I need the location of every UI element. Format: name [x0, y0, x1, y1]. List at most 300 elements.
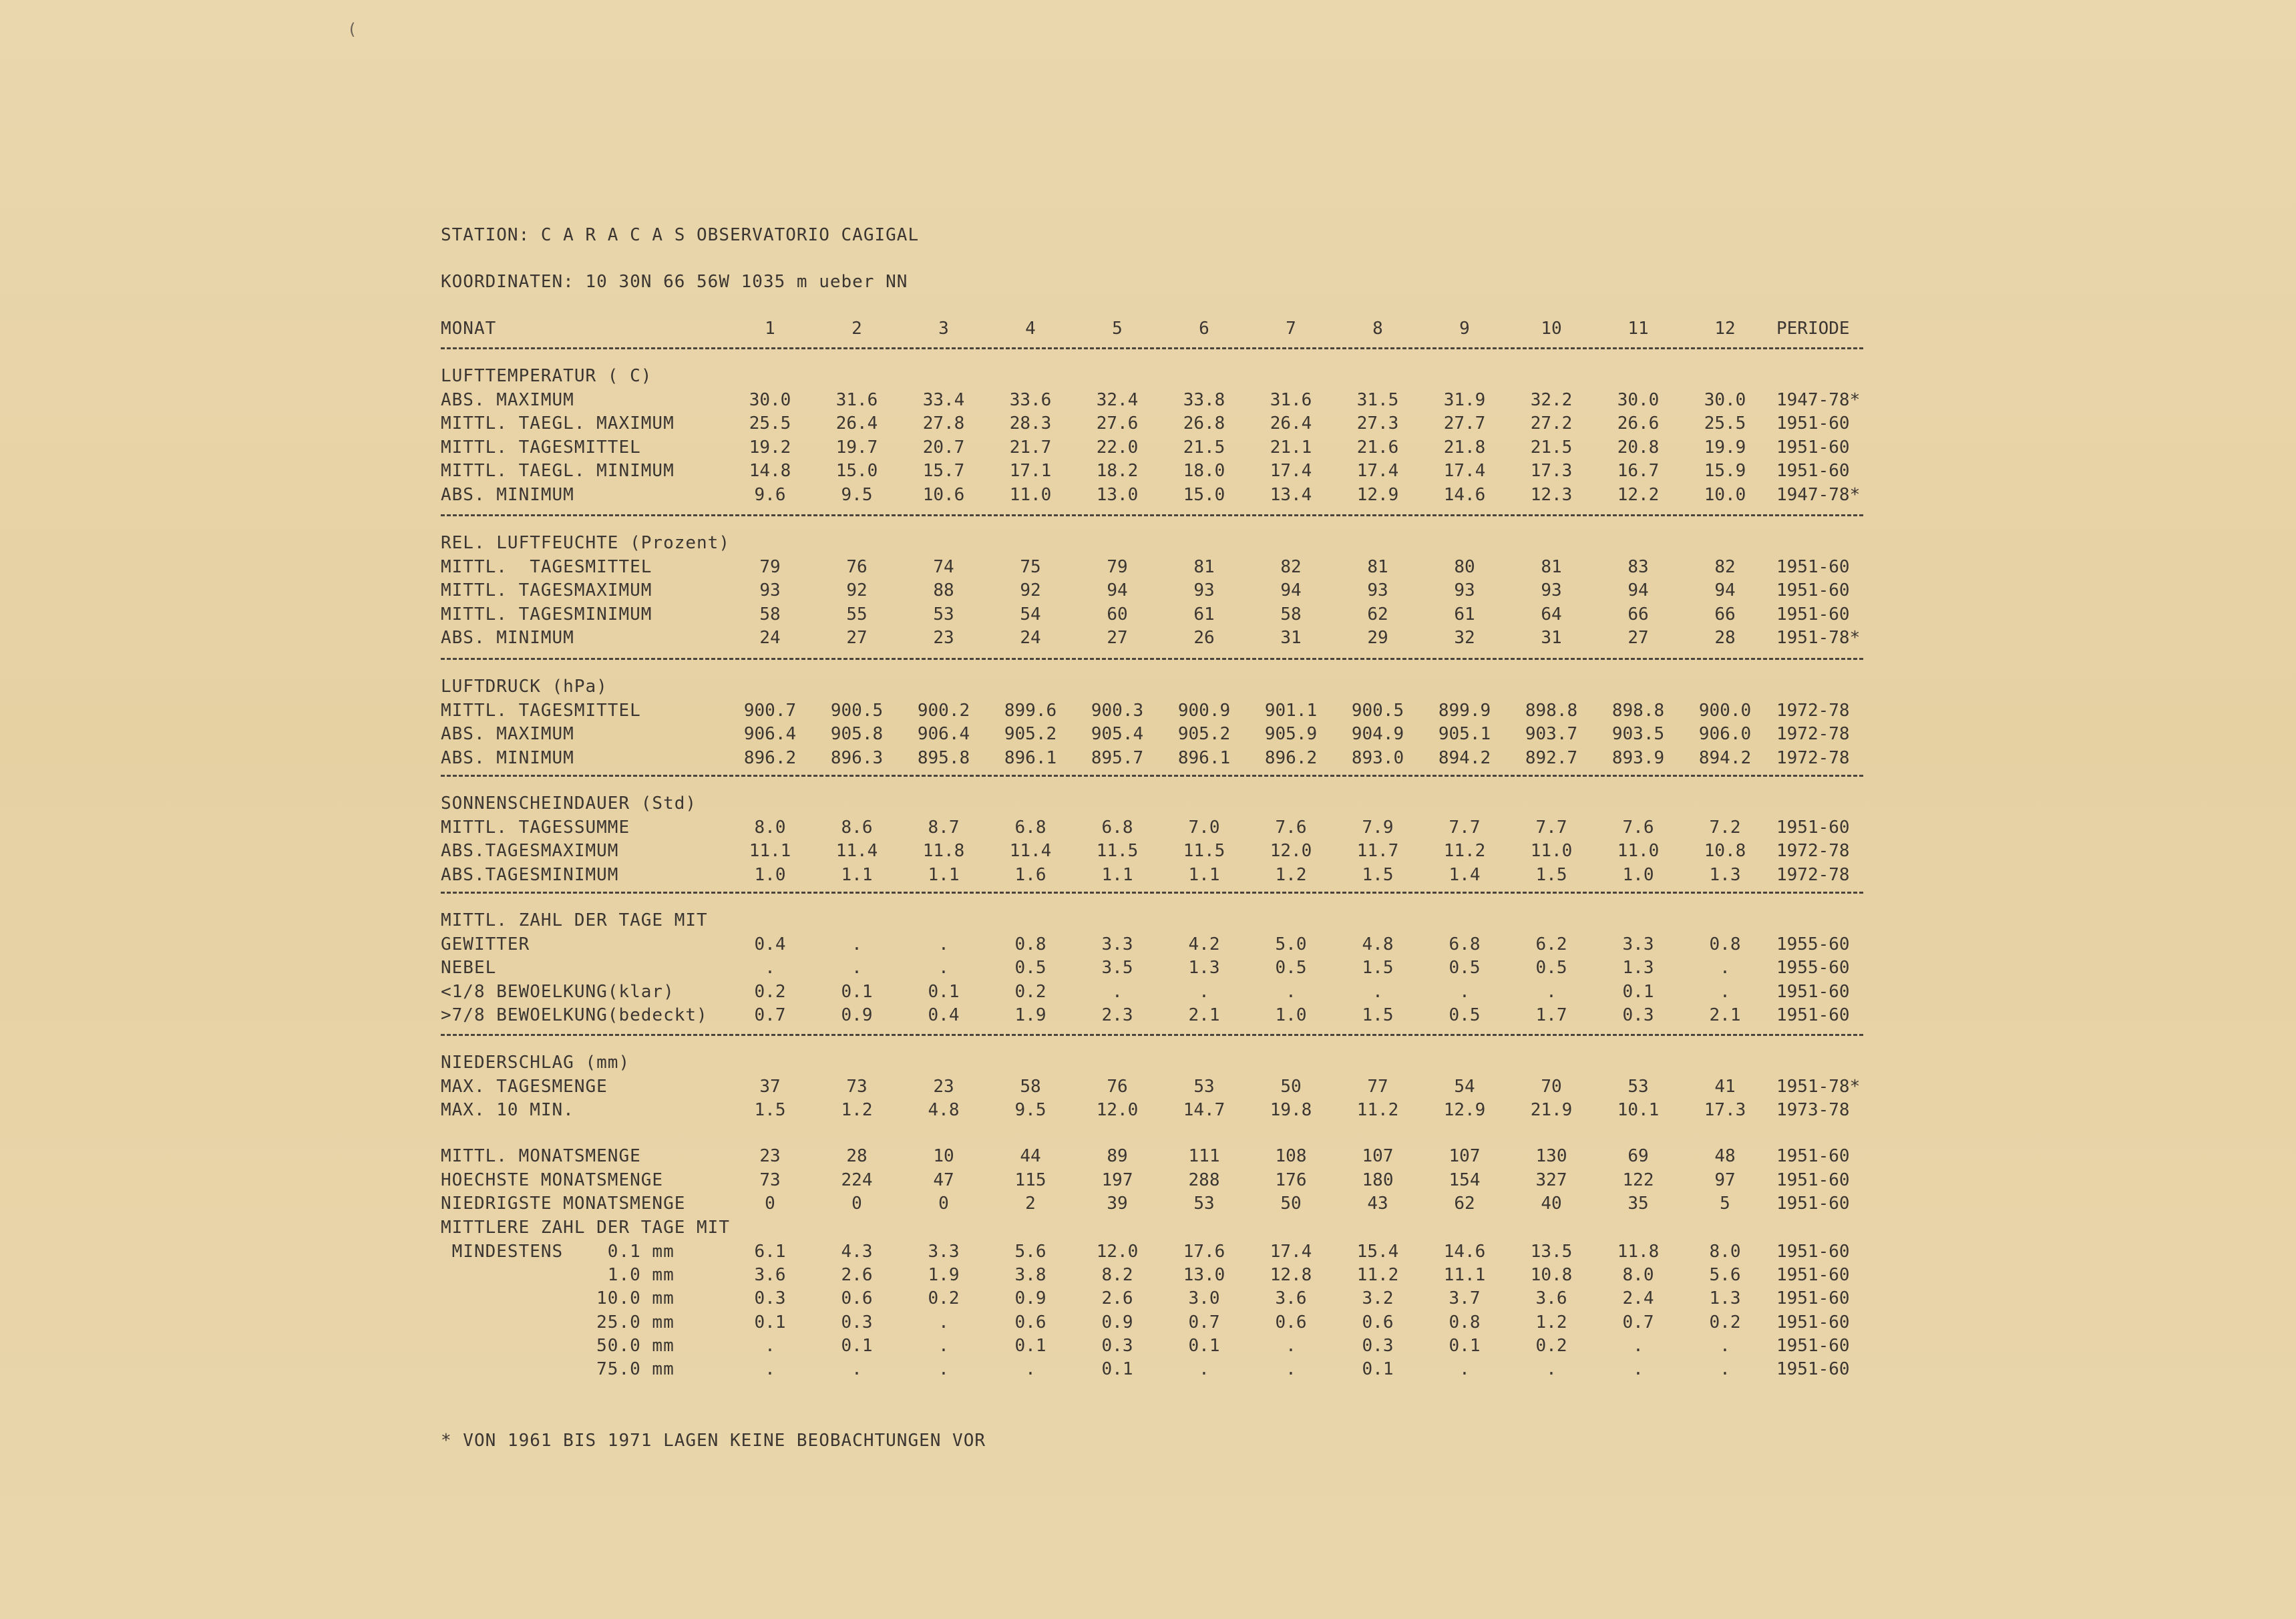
section-title-row	[441, 908, 1870, 932]
value-cell: 17.6	[1183, 1242, 1225, 1262]
value-cell: 11.0	[1009, 485, 1052, 505]
value-cell: 0.1	[1362, 1359, 1394, 1379]
value-cell: 0.5	[1014, 958, 1046, 978]
column-header-month: 1	[765, 319, 775, 339]
value-cell: 0.6	[1014, 1312, 1046, 1332]
value-cell: 64	[1541, 604, 1562, 624]
value-cell: 1.0	[754, 865, 786, 885]
value-cell: 7.2	[1709, 818, 1741, 838]
value-cell: 40	[1541, 1194, 1562, 1214]
value-cell: 122	[1622, 1170, 1654, 1190]
value-cell: 0.5	[1275, 958, 1307, 978]
value-cell: 94	[1628, 580, 1649, 600]
column-header-month: 9	[1459, 319, 1470, 339]
value-cell: 900.2	[917, 701, 970, 721]
value-cell: 0.2	[1709, 1312, 1741, 1332]
value-cell: 79	[1107, 557, 1128, 577]
value-cell: 896.2	[743, 748, 797, 768]
value-cell: 1.5	[1362, 958, 1394, 978]
value-cell: 327	[1535, 1170, 1567, 1190]
period-cell: 1951-60	[1776, 1194, 1850, 1214]
value-cell: 896.1	[1004, 748, 1057, 768]
value-cell: 906.4	[917, 724, 970, 744]
value-cell: .	[938, 1336, 949, 1356]
column-header-month: 7	[1286, 319, 1296, 339]
value-cell: 0.3	[754, 1288, 786, 1308]
value-cell: 93	[1193, 580, 1215, 600]
value-cell: 0.3	[1101, 1336, 1133, 1356]
value-cell: 7.7	[1449, 818, 1481, 838]
value-cell: 62	[1367, 604, 1388, 624]
value-cell: 7.6	[1622, 818, 1654, 838]
period-cell: 1951-78*	[1776, 1077, 1861, 1097]
value-cell: 899.9	[1438, 701, 1491, 721]
value-cell: 13.0	[1183, 1265, 1225, 1285]
period-cell: 1951-60	[1776, 1005, 1850, 1025]
period-cell: 1972-78	[1776, 701, 1850, 721]
row-label: NIEDRIGSTE MONATSMENGE	[441, 1194, 686, 1214]
value-cell: 0.2	[1535, 1336, 1567, 1356]
section-title-row	[441, 364, 1870, 388]
value-cell: 14.7	[1183, 1100, 1225, 1120]
value-cell: 48	[1714, 1146, 1736, 1166]
value-cell: 11.8	[922, 841, 965, 861]
row-label: <1/8 BEWOELKUNG(klar)	[441, 982, 675, 1002]
value-cell: 26	[1193, 628, 1215, 648]
table-row	[441, 1098, 1870, 1122]
value-cell: 896.2	[1264, 748, 1318, 768]
value-cell: 94	[1280, 580, 1302, 600]
section-title-row	[441, 791, 1870, 816]
value-cell: 74	[933, 557, 954, 577]
value-cell: 32.2	[1530, 390, 1573, 410]
value-cell: .	[938, 958, 949, 978]
column-header-month: 8	[1372, 319, 1383, 339]
row-label: MITTL. TAGESMITTEL	[441, 701, 641, 721]
value-cell: 23	[759, 1146, 781, 1166]
row-label: MITTL. TAGESMITTEL	[441, 557, 652, 577]
value-cell: 10.0	[1704, 485, 1746, 505]
row-label: 10.0 mm	[441, 1288, 675, 1308]
value-cell: 10.6	[922, 485, 965, 505]
coordinates: KOORDINATEN: 10 30N 66 56W 1035 m ueber NN	[441, 272, 908, 292]
value-cell: 6.8	[1014, 818, 1046, 838]
value-cell: 0.9	[841, 1005, 873, 1025]
value-cell: 50	[1280, 1077, 1302, 1097]
value-cell: 17.4	[1270, 1242, 1312, 1262]
table-row	[441, 1192, 1870, 1216]
value-cell: 53	[933, 604, 954, 624]
value-cell: 21.6	[1356, 437, 1399, 458]
value-cell: 11.1	[1443, 1265, 1486, 1285]
value-cell: 12.9	[1443, 1100, 1486, 1120]
section-separator	[441, 658, 1863, 660]
value-cell: .	[1720, 1359, 1730, 1379]
value-cell: 0.2	[754, 982, 786, 1002]
value-cell: .	[765, 1359, 775, 1379]
table-row	[441, 956, 1870, 980]
value-cell: 92	[846, 580, 868, 600]
value-cell: 5.6	[1709, 1265, 1741, 1285]
value-cell: 8.0	[1709, 1242, 1741, 1262]
table-row	[441, 1240, 1870, 1264]
value-cell: 903.7	[1525, 724, 1578, 744]
table-row	[441, 1003, 1870, 1027]
table-row	[441, 1334, 1870, 1358]
value-cell: 12.0	[1096, 1242, 1139, 1262]
value-cell: 17.3	[1530, 461, 1573, 481]
table-row	[441, 411, 1870, 435]
value-cell: 29	[1367, 628, 1388, 648]
period-cell: 1947-78*	[1776, 485, 1861, 505]
value-cell: 1.2	[1535, 1312, 1567, 1332]
value-cell: .	[765, 958, 775, 978]
value-cell: 19.7	[835, 437, 878, 458]
section-title: LUFTTEMPERATUR ( C)	[441, 366, 652, 386]
table-row	[441, 1075, 1870, 1099]
value-cell: 35	[1628, 1194, 1649, 1214]
period-cell: 1951-60	[1776, 1170, 1850, 1190]
value-cell: 73	[759, 1170, 781, 1190]
value-cell: .	[1459, 982, 1470, 1002]
value-cell: 27.2	[1530, 413, 1573, 433]
value-cell: 15.7	[922, 461, 965, 481]
value-cell: 81	[1193, 557, 1215, 577]
value-cell: 17.4	[1443, 461, 1486, 481]
footnote: * VON 1961 BIS 1971 LAGEN KEINE BEOBACHTUNGEN VOR	[441, 1431, 986, 1451]
row-label: MITTL. MONATSMENGE	[441, 1146, 641, 1166]
value-cell: 898.8	[1611, 701, 1665, 721]
value-cell: 12.0	[1096, 1100, 1139, 1120]
value-cell: 288	[1188, 1170, 1220, 1190]
value-cell: 0.5	[1449, 1005, 1481, 1025]
table-row	[441, 483, 1870, 507]
value-cell: .	[851, 1359, 862, 1379]
value-cell: 30.0	[1704, 390, 1746, 410]
value-cell: 903.5	[1611, 724, 1665, 744]
value-cell: 905.1	[1438, 724, 1491, 744]
value-cell: 15.0	[1183, 485, 1225, 505]
value-cell: .	[1459, 1359, 1470, 1379]
period-cell: 1951-60	[1776, 1312, 1850, 1332]
period-cell: 1951-60	[1776, 1265, 1850, 1285]
period-cell: 1947-78*	[1776, 390, 1861, 410]
value-cell: 60	[1107, 604, 1128, 624]
value-cell: 893.0	[1351, 748, 1404, 768]
value-cell: 1.0	[1275, 1005, 1307, 1025]
column-header-month: 4	[1025, 319, 1036, 339]
row-label: MITTLERE ZAHL DER TAGE MIT	[441, 1218, 730, 1238]
value-cell: 0.3	[1362, 1336, 1394, 1356]
value-cell: 0.8	[1449, 1312, 1481, 1332]
value-cell: 0.8	[1709, 934, 1741, 954]
section-separator	[441, 775, 1863, 777]
value-cell: 9.5	[841, 485, 873, 505]
value-cell: 905.2	[1177, 724, 1231, 744]
table-row	[441, 1168, 1870, 1192]
table-row	[441, 816, 1870, 840]
value-cell: 93	[1367, 580, 1388, 600]
row-label: 1.0 mm	[441, 1265, 675, 1285]
value-cell: 93	[1454, 580, 1475, 600]
value-cell: 905.4	[1091, 724, 1144, 744]
table-row	[441, 555, 1870, 579]
value-cell: 21.1	[1270, 437, 1312, 458]
table-row	[441, 388, 1870, 412]
value-cell: 224	[841, 1170, 873, 1190]
row-label: 75.0 mm	[441, 1359, 675, 1379]
value-cell: 76	[1107, 1077, 1128, 1097]
value-cell: 15.9	[1704, 461, 1746, 481]
value-cell: 21.5	[1530, 437, 1573, 458]
period-cell: 1951-60	[1776, 1242, 1850, 1262]
value-cell: 12.9	[1356, 485, 1399, 505]
value-cell: 93	[1541, 580, 1562, 600]
value-cell: 28	[1714, 628, 1736, 648]
value-cell: 1.5	[1362, 1005, 1394, 1025]
value-cell: 901.1	[1264, 701, 1318, 721]
value-cell: .	[1025, 1359, 1036, 1379]
column-header-month: 3	[938, 319, 949, 339]
value-cell: 3.7	[1449, 1288, 1481, 1308]
value-cell: 900.0	[1698, 701, 1752, 721]
value-cell: .	[1720, 982, 1730, 1002]
value-cell: 2.6	[841, 1265, 873, 1285]
value-cell: 33.8	[1183, 390, 1225, 410]
value-cell: 11.0	[1617, 841, 1660, 861]
value-cell: 905.8	[830, 724, 884, 744]
value-cell: 19.8	[1270, 1100, 1312, 1120]
value-cell: 0.5	[1449, 958, 1481, 978]
value-cell: 82	[1714, 557, 1736, 577]
value-cell: 10.8	[1530, 1265, 1573, 1285]
value-cell: 898.8	[1525, 701, 1578, 721]
table-row	[441, 1144, 1870, 1168]
value-cell: 89	[1107, 1146, 1128, 1166]
value-cell: 900.3	[1091, 701, 1144, 721]
table-row	[441, 578, 1870, 602]
value-cell: 53	[1628, 1077, 1649, 1097]
value-cell: 0.3	[1622, 1005, 1654, 1025]
value-cell: 1.1	[841, 865, 873, 885]
value-cell: .	[1546, 982, 1557, 1002]
value-cell: 53	[1193, 1194, 1215, 1214]
period-cell: 1973-78	[1776, 1100, 1850, 1120]
value-cell: 0.1	[841, 982, 873, 1002]
value-cell: 5.0	[1275, 934, 1307, 954]
value-cell: 17.1	[1009, 461, 1052, 481]
value-cell: 28	[846, 1146, 868, 1166]
value-cell: 8.0	[1622, 1265, 1654, 1285]
value-cell: 25.5	[749, 413, 791, 433]
value-cell: 900.7	[743, 701, 797, 721]
value-cell: 0.1	[1188, 1336, 1220, 1356]
row-label: MAX. 10 MIN.	[441, 1100, 574, 1120]
value-cell: 19.9	[1704, 437, 1746, 458]
period-cell: 1972-78	[1776, 748, 1850, 768]
value-cell: 1.6	[1014, 865, 1046, 885]
value-cell: 21.9	[1530, 1100, 1573, 1120]
value-cell: 27.8	[922, 413, 965, 433]
value-cell: 11.4	[1009, 841, 1052, 861]
period-cell: 1951-60	[1776, 580, 1850, 600]
value-cell: 900.5	[830, 701, 884, 721]
value-cell: 3.6	[1535, 1288, 1567, 1308]
value-cell: 2	[1025, 1194, 1036, 1214]
row-label: MITTL. TAGESMINIMUM	[441, 604, 652, 624]
value-cell: 50	[1280, 1194, 1302, 1214]
value-cell: 1.9	[1014, 1005, 1046, 1025]
value-cell: 904.9	[1351, 724, 1404, 744]
value-cell: 894.2	[1698, 748, 1752, 768]
value-cell: 0.6	[1362, 1312, 1394, 1332]
value-cell: 197	[1101, 1170, 1133, 1190]
period-cell: 1951-60	[1776, 413, 1850, 433]
value-cell: 55	[846, 604, 868, 624]
value-cell: 77	[1367, 1077, 1388, 1097]
value-cell: .	[765, 1336, 775, 1356]
value-cell: 76	[846, 557, 868, 577]
section-separator	[441, 514, 1863, 516]
section-title: NIEDERSCHLAG (mm)	[441, 1053, 630, 1073]
value-cell: 5	[1720, 1194, 1730, 1214]
row-label: HOECHSTE MONATSMENGE	[441, 1170, 664, 1190]
value-cell: 7.6	[1275, 818, 1307, 838]
value-cell: 31	[1280, 628, 1302, 648]
value-cell: 58	[1280, 604, 1302, 624]
value-cell: 58	[759, 604, 781, 624]
value-cell: 54	[1454, 1077, 1475, 1097]
value-cell: 21.5	[1183, 437, 1225, 458]
row-label: NEBEL	[441, 958, 497, 978]
value-cell: .	[1199, 982, 1209, 1002]
value-cell: 130	[1535, 1146, 1567, 1166]
row-label: ABS. MINIMUM	[441, 485, 574, 505]
footnote-line	[441, 1429, 1870, 1453]
period-cell: 1951-60	[1776, 1146, 1850, 1166]
value-cell: .	[1546, 1359, 1557, 1379]
value-cell: 6.2	[1535, 934, 1567, 954]
table-row	[441, 980, 1870, 1004]
value-cell: 17.3	[1704, 1100, 1746, 1120]
value-cell: 73	[846, 1077, 868, 1097]
value-cell: 5.6	[1014, 1242, 1046, 1262]
section-title: REL. LUFTFEUCHTE (Prozent)	[441, 533, 730, 553]
table-row	[441, 435, 1870, 460]
value-cell: 14.8	[749, 461, 791, 481]
period-cell: 1951-60	[1776, 437, 1850, 458]
value-cell: 47	[933, 1170, 954, 1190]
value-cell: 0.3	[841, 1312, 873, 1332]
value-cell: .	[851, 934, 862, 954]
value-cell: 23	[933, 628, 954, 648]
value-cell: 3.3	[928, 1242, 960, 1262]
value-cell: 11.4	[835, 841, 878, 861]
section-title-row	[441, 675, 1870, 699]
column-header-row	[441, 317, 1870, 341]
value-cell: 21.8	[1443, 437, 1486, 458]
value-cell: 1.5	[754, 1100, 786, 1120]
value-cell: 0.1	[928, 982, 960, 1002]
value-cell: 92	[1020, 580, 1041, 600]
value-cell: 27.3	[1356, 413, 1399, 433]
period-cell: 1951-60	[1776, 1336, 1850, 1356]
row-label: MINDESTENS 0.1 mm	[441, 1242, 675, 1262]
value-cell: .	[1286, 1336, 1296, 1356]
value-cell: 62	[1454, 1194, 1475, 1214]
value-cell: 3.3	[1101, 934, 1133, 954]
row-label: ABS. MINIMUM	[441, 628, 574, 648]
value-cell: 27.6	[1096, 413, 1139, 433]
value-cell: 41	[1714, 1077, 1736, 1097]
value-cell: 15.4	[1356, 1242, 1399, 1262]
value-cell: 3.6	[1275, 1288, 1307, 1308]
value-cell: 22.0	[1096, 437, 1139, 458]
value-cell: 0.1	[1622, 982, 1654, 1002]
value-cell: 1.1	[928, 865, 960, 885]
value-cell: 895.7	[1091, 748, 1144, 768]
station-line	[441, 223, 1870, 247]
period-cell: 1951-60	[1776, 1288, 1850, 1308]
value-cell: 0.1	[1014, 1336, 1046, 1356]
station-title: STATION: C A R A C A S OBSERVATORIO CAGIGAL	[441, 225, 920, 245]
value-cell: 26.6	[1617, 413, 1660, 433]
value-cell: 108	[1275, 1146, 1307, 1166]
value-cell: 17.4	[1356, 461, 1399, 481]
value-cell: 39	[1107, 1194, 1128, 1214]
value-cell: 26.4	[1270, 413, 1312, 433]
row-label: ABS. MINIMUM	[441, 748, 574, 768]
value-cell: 11.8	[1617, 1242, 1660, 1262]
value-cell: 0	[938, 1194, 949, 1214]
value-cell: .	[938, 1359, 949, 1379]
value-cell: 1.2	[841, 1100, 873, 1120]
value-cell: 7.7	[1535, 818, 1567, 838]
table-row	[441, 699, 1870, 723]
value-cell: 10	[933, 1146, 954, 1166]
value-cell: 0.2	[928, 1288, 960, 1308]
value-cell: 1.3	[1709, 1288, 1741, 1308]
value-cell: 33.4	[922, 390, 965, 410]
value-cell: 11.7	[1356, 841, 1399, 861]
value-cell: 180	[1362, 1170, 1394, 1190]
column-header-month: 12	[1714, 319, 1736, 339]
value-cell: 0.5	[1535, 958, 1567, 978]
value-cell: 6.8	[1101, 818, 1133, 838]
value-cell: 7.9	[1362, 818, 1394, 838]
value-cell: 1.3	[1709, 865, 1741, 885]
value-cell: 0.6	[1275, 1312, 1307, 1332]
table-row	[441, 1263, 1870, 1287]
value-cell: 11.5	[1096, 841, 1139, 861]
value-cell: 94	[1107, 580, 1128, 600]
value-cell: 4.8	[928, 1100, 960, 1120]
value-cell: 13.0	[1096, 485, 1139, 505]
column-header-month: 2	[851, 319, 862, 339]
value-cell: .	[1199, 1359, 1209, 1379]
value-cell: 97	[1714, 1170, 1736, 1190]
value-cell: 1.2	[1275, 865, 1307, 885]
value-cell: 94	[1714, 580, 1736, 600]
value-cell: 8.7	[928, 818, 960, 838]
row-label: MITTL. TAGESMAXIMUM	[441, 580, 652, 600]
section-title: LUFTDRUCK (hPa)	[441, 677, 608, 697]
value-cell: 31.6	[835, 390, 878, 410]
value-cell: 0.1	[754, 1312, 786, 1332]
value-cell: 88	[933, 580, 954, 600]
value-cell: 11.2	[1356, 1100, 1399, 1120]
value-cell: 18.2	[1096, 461, 1139, 481]
